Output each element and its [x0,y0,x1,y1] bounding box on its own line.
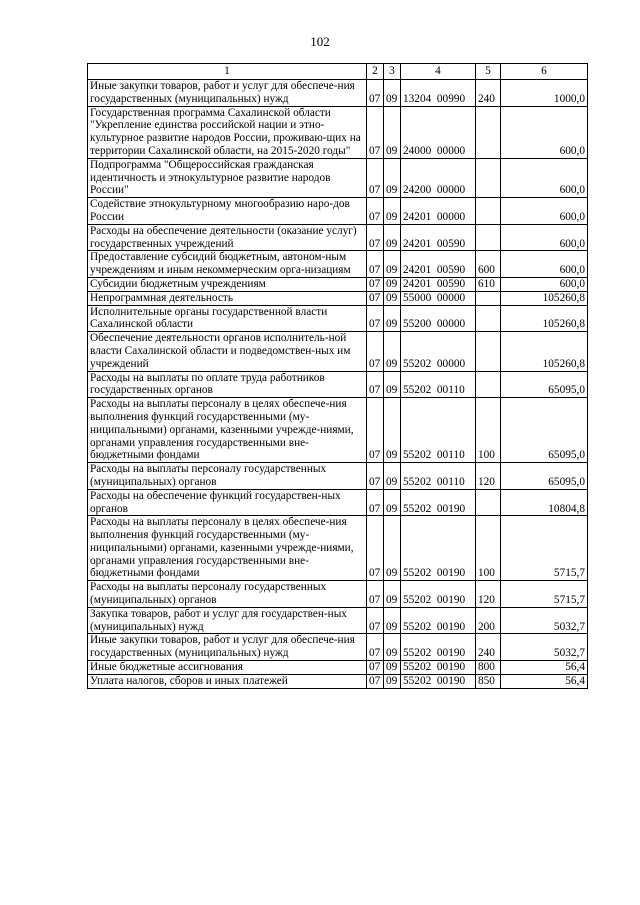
target-article-code: 24000 00000 [401,106,476,158]
section-code: 07 [367,198,384,225]
target-article-code: 55202 00190 [401,489,476,516]
table-row [88,80,588,107]
row-description: Расходы на выплаты персоналу в целях обеспече-ния выполнения функций государственными (му-ниципальными) органами, казенными учрежде-ниями, органами управления государственными вне-бюджетными фондами [88,398,367,463]
subsection-code: 09 [384,224,401,251]
target-article-code: 24201 00000 [401,198,476,225]
table-row [88,332,588,371]
target-article-code: 55202 00110 [401,398,476,463]
section-code: 07 [367,251,384,278]
subsection-code: 09 [384,607,401,634]
target-article-code: 13204 00990 [401,80,476,107]
target-article-code: 55202 00190 [401,674,476,688]
expense-type-code: 100 [476,516,501,581]
column-header: 4 [401,64,476,80]
row-description: Расходы на обеспечение деятельности (оказание услуг) государственных учреждений [88,224,367,251]
row-description: Государственная программа Сахалинской области "Укрепление единства российской нации и этно-культурное развитие народов России, проживаю-щих на территории Сахалинской области, на 2015-2020 годы" [88,106,367,158]
row-description: Расходы на выплаты по оплате труда работников государственных органов [88,371,367,398]
row-description: Подпрограмма "Общероссийская гражданская идентичность и этнокультурное развитие народов России" [88,158,367,197]
subsection-code: 09 [384,581,401,608]
row-description: Исполнительные органы государственной власти Сахалинской области [88,305,367,332]
target-article-code: 55202 00190 [401,516,476,581]
table-row [88,198,588,225]
section-code: 07 [367,158,384,197]
amount: 600,0 [501,158,588,197]
table-header-row [88,64,588,80]
section-code: 07 [367,463,384,490]
expense-type-code [476,305,501,332]
amount: 5715,7 [501,581,588,608]
amount: 5715,7 [501,516,588,581]
subsection-code: 09 [384,371,401,398]
expense-type-code: 120 [476,581,501,608]
section-code: 07 [367,674,384,688]
table-row [88,398,588,463]
section-code: 07 [367,661,384,675]
amount: 1000,0 [501,80,588,107]
expense-type-code [476,106,501,158]
amount: 65095,0 [501,398,588,463]
table-row [88,277,588,291]
expense-type-code: 200 [476,607,501,634]
amount: 600,0 [501,106,588,158]
expense-type-code: 240 [476,634,501,661]
column-header: 6 [501,64,588,80]
subsection-code: 09 [384,634,401,661]
table-row [88,106,588,158]
table-row [88,305,588,332]
subsection-code: 09 [384,106,401,158]
row-description: Расходы на обеспечение функций государствен-ных органов [88,489,367,516]
section-code: 07 [367,581,384,608]
subsection-code: 09 [384,489,401,516]
expense-type-code: 100 [476,398,501,463]
section-code: 07 [367,106,384,158]
amount: 105260,8 [501,305,588,332]
table-row [88,661,588,675]
target-article-code: 24201 00590 [401,251,476,278]
target-article-code: 24200 00000 [401,158,476,197]
row-description: Непрограммная деятельность [88,291,367,305]
section-code: 07 [367,398,384,463]
subsection-code: 09 [384,463,401,490]
table-row [88,581,588,608]
section-code: 07 [367,224,384,251]
table-row [88,291,588,305]
amount: 56,4 [501,661,588,675]
amount: 5032,7 [501,607,588,634]
amount: 5032,7 [501,634,588,661]
subsection-code: 09 [384,198,401,225]
expense-type-code [476,332,501,371]
expense-type-code: 800 [476,661,501,675]
target-article-code: 55200 00000 [401,305,476,332]
table-row [88,463,588,490]
amount: 65095,0 [501,463,588,490]
section-code: 07 [367,332,384,371]
page-number: 102 [310,34,330,49]
row-description: Закупка товаров, работ и услуг для государствен-ных (муниципальных) нужд [88,607,367,634]
column-header: 5 [476,64,501,80]
target-article-code: 55202 00000 [401,332,476,371]
subsection-code: 09 [384,674,401,688]
column-header: 1 [88,64,367,80]
section-code: 07 [367,277,384,291]
subsection-code: 09 [384,291,401,305]
column-header: 2 [367,64,384,80]
expense-type-code: 850 [476,674,501,688]
section-code: 07 [367,291,384,305]
target-article-code: 24201 00590 [401,224,476,251]
subsection-code: 09 [384,80,401,107]
target-article-code: 55202 00110 [401,371,476,398]
amount: 600,0 [501,198,588,225]
row-description: Содействие этнокультурному многообразию наро-дов России [88,198,367,225]
expense-type-code: 120 [476,463,501,490]
table-row [88,674,588,688]
row-description: Расходы на выплаты персоналу в целях обеспече-ния выполнения функций государственными (му-ниципальными) органами, казенными учрежде-ниями, органами управления государственными вне-бюджетными фондами [88,516,367,581]
table-row [88,489,588,516]
section-code: 07 [367,516,384,581]
target-article-code: 55000 00000 [401,291,476,305]
target-article-code: 24201 00590 [401,277,476,291]
subsection-code: 09 [384,398,401,463]
expense-type-code [476,489,501,516]
expense-type-code [476,291,501,305]
row-description: Обеспечение деятельности органов исполнитель-ной власти Сахалинской области и подведомствен-ных им учреждений [88,332,367,371]
subsection-code: 09 [384,305,401,332]
section-code: 07 [367,634,384,661]
table-row [88,224,588,251]
section-code: 07 [367,305,384,332]
amount: 600,0 [501,251,588,278]
amount: 10804,8 [501,489,588,516]
table-row [88,634,588,661]
row-description: Иные закупки товаров, работ и услуг для обеспече-ния государственных (муниципальных) нужд [88,80,367,107]
row-description: Предоставление субсидий бюджетным, автоном-ным учреждениям и иным некоммерческим орга-низациям [88,251,367,278]
expense-type-code [476,371,501,398]
table-row [88,158,588,197]
amount: 105260,8 [501,332,588,371]
subsection-code: 09 [384,158,401,197]
target-article-code: 55202 00110 [401,463,476,490]
section-code: 07 [367,489,384,516]
subsection-code: 09 [384,277,401,291]
budget-table [87,63,588,689]
amount: 65095,0 [501,371,588,398]
subsection-code: 09 [384,516,401,581]
expense-type-code: 610 [476,277,501,291]
expense-type-code [476,198,501,225]
row-description: Расходы на выплаты персоналу государственных (муниципальных) органов [88,581,367,608]
row-description: Уплата налогов, сборов и иных платежей [88,674,367,688]
target-article-code: 55202 00190 [401,581,476,608]
subsection-code: 09 [384,661,401,675]
column-header: 3 [384,64,401,80]
expense-type-code [476,224,501,251]
subsection-code: 09 [384,332,401,371]
amount: 600,0 [501,277,588,291]
row-description: Иные закупки товаров, работ и услуг для обеспече-ния государственных (муниципальных) нужд [88,634,367,661]
target-article-code: 55202 00190 [401,661,476,675]
expense-type-code: 240 [476,80,501,107]
target-article-code: 55202 00190 [401,607,476,634]
row-description: Расходы на выплаты персоналу государственных (муниципальных) органов [88,463,367,490]
section-code: 07 [367,607,384,634]
row-description: Субсидии бюджетным учреждениям [88,277,367,291]
expense-type-code [476,158,501,197]
row-description: Иные бюджетные ассигнования [88,661,367,675]
amount: 600,0 [501,224,588,251]
table-row [88,607,588,634]
table-row [88,371,588,398]
table-row [88,251,588,278]
section-code: 07 [367,371,384,398]
expense-type-code: 600 [476,251,501,278]
section-code: 07 [367,80,384,107]
subsection-code: 09 [384,251,401,278]
table-row [88,516,588,581]
amount: 56,4 [501,674,588,688]
amount: 105260,8 [501,291,588,305]
target-article-code: 55202 00190 [401,634,476,661]
